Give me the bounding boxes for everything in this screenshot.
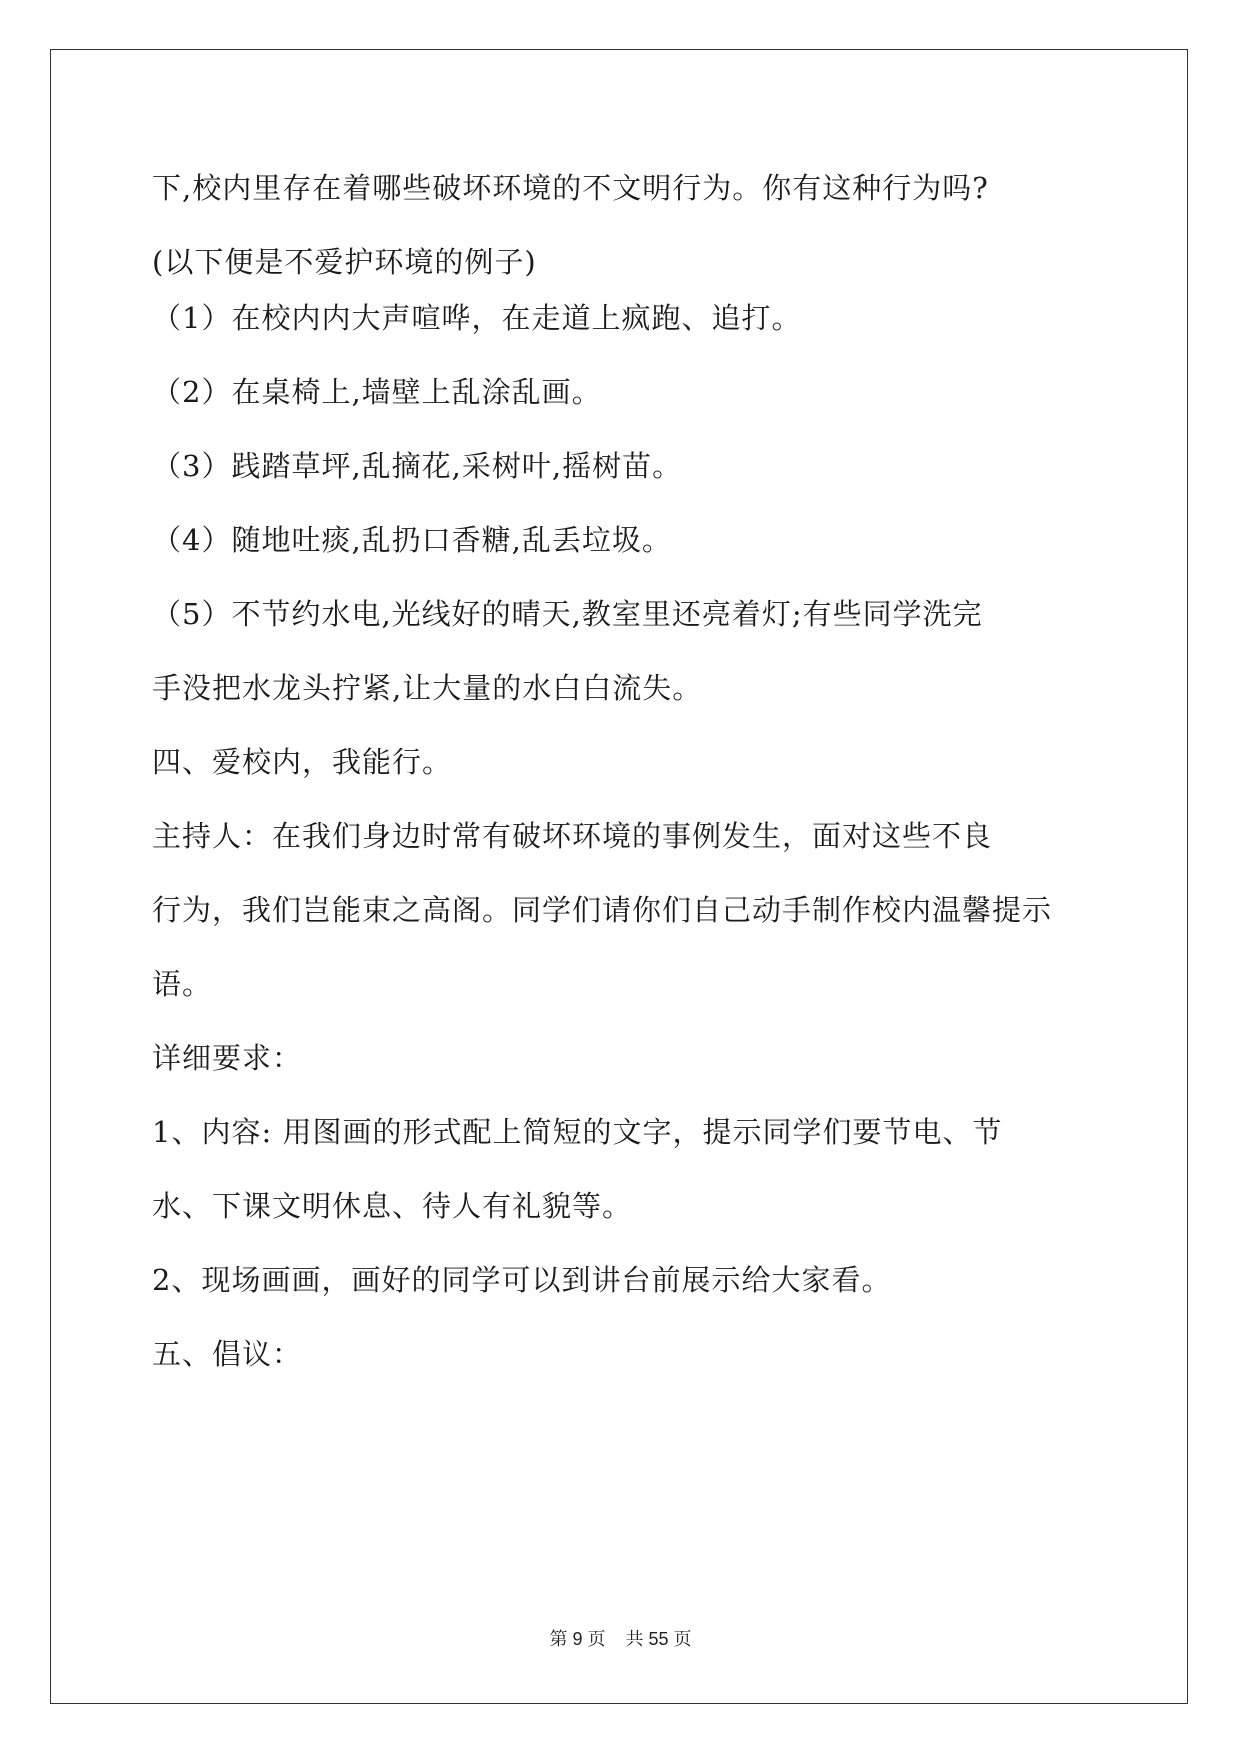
text-line: （4）随地吐痰,乱扔口香糖,乱丢垃圾。 xyxy=(152,523,672,557)
text-line: 手没把水龙头拧紧,让大量的水白白流失。 xyxy=(152,671,703,705)
text-line: 详细要求： xyxy=(152,1041,303,1075)
text-line: 下,校内里存在着哪些破坏环境的不文明行为。你有这种行为吗? xyxy=(152,171,989,205)
text-line: （1）在校内内大声喧哗，在走道上疯跑、追打。 xyxy=(152,301,802,335)
section-heading: 四、爱校内，我能行。 xyxy=(152,745,453,779)
text-line: 2、现场画画，画好的同学可以到讲台前展示给大家看。 xyxy=(152,1263,892,1297)
text-line: （5）不节约水电,光线好的晴天,教室里还亮着灯;有些同学洗完 xyxy=(152,597,983,631)
section-heading: 五、倡议： xyxy=(152,1337,303,1371)
text-line: 水、下课文明休息、待人有礼貌等。 xyxy=(152,1189,633,1223)
text-line: 1、内容: 用图画的形式配上简短的文字，提示同学们要节电、节 xyxy=(152,1115,1003,1149)
text-line: 行为，我们岂能束之高阁。同学们请你们自己动手制作校内温馨提示 xyxy=(152,893,1053,927)
page-number: 第 9 页 共 55 页 xyxy=(549,1629,692,1649)
text-line: （3）践踏草坪,乱摘花,采树叶,摇树苗。 xyxy=(152,449,683,483)
text-line: (以下便是不爱护环境的例子) xyxy=(152,245,537,279)
text-line: （2）在桌椅上,墙壁上乱涂乱画。 xyxy=(152,375,602,409)
text-line: 主持人：在我们身边时常有破坏环境的事例发生，面对这些不良 xyxy=(152,819,993,853)
text-line: 语。 xyxy=(152,967,213,1001)
